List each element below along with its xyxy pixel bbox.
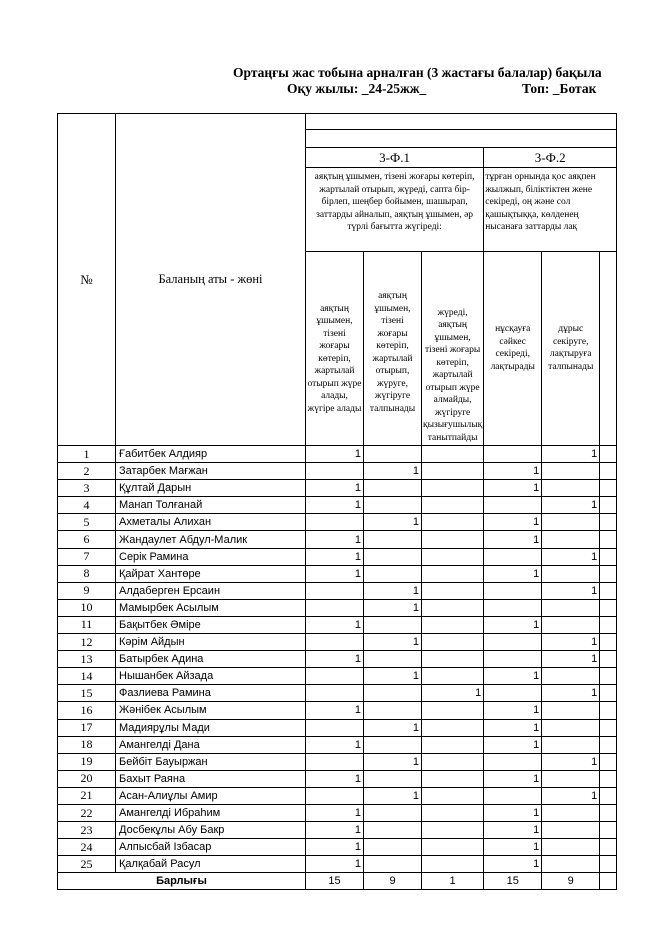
row-number: 20 — [58, 770, 116, 787]
score-cell — [306, 599, 364, 616]
row-number: 18 — [58, 736, 116, 753]
report-title: Ортаңғы жас тобына арналған (3 жастағы балалар) бақыла — [233, 65, 602, 80]
row-number: 14 — [58, 668, 116, 685]
row-blank-cell — [600, 616, 617, 633]
row-blank-cell — [600, 548, 617, 565]
score-cell — [422, 668, 484, 685]
child-name: Затарбек Мағжан — [116, 463, 306, 480]
score-cell: 1 — [484, 719, 542, 736]
sub-header-1: аяқтың ұшымен, тізені жоғары көтеріп, жартылай отырып жүре алады, жүгіре алады — [306, 252, 364, 446]
child-name: Манап Толғанай — [116, 497, 306, 514]
score-cell: 1 — [306, 480, 364, 497]
header-number: № — [58, 114, 116, 446]
table-row — [58, 582, 617, 599]
row-blank-cell — [600, 839, 617, 856]
row-number: 13 — [58, 651, 116, 668]
score-cell — [364, 856, 422, 873]
score-cell: 1 — [364, 753, 422, 770]
score-cell: 1 — [306, 565, 364, 582]
score-cell: 1 — [306, 548, 364, 565]
total-label: Барлығы — [58, 873, 306, 890]
child-name: Фазлиева Рамина — [116, 685, 306, 702]
section-1-description: аяқтың ұшымен, тізені жоғары көтеріп, жартылай отырып, жүреді, сапта бір-бірлеп, шеңбер бойымен, шашырап, заттарды айналып, аяқтың ұшымен, әр түрлі бағытта жүгіреді: — [306, 168, 484, 252]
row-blank-cell — [600, 702, 617, 719]
row-number: 9 — [58, 582, 116, 599]
child-name: Қалқабай Расул — [116, 856, 306, 873]
sub-header-4: нұсқауға сәйкес секіреді, лақтырады — [484, 252, 542, 446]
row-blank-cell — [600, 685, 617, 702]
row-number: 1 — [58, 446, 116, 463]
child-name: Бахыт Раяна — [116, 770, 306, 787]
score-cell — [484, 497, 542, 514]
score-cell — [484, 548, 542, 565]
score-cell — [422, 463, 484, 480]
table-row — [58, 702, 617, 719]
header-child-name: Баланың аты - жөні — [116, 114, 306, 446]
academic-year: Оқу жылы: _24-25жж_ — [287, 81, 427, 96]
score-cell: 1 — [484, 480, 542, 497]
score-cell: 1 — [364, 787, 422, 804]
table-row — [58, 856, 617, 873]
score-cell — [542, 463, 600, 480]
table-row — [58, 804, 617, 821]
row-number: 4 — [58, 497, 116, 514]
table-row — [58, 668, 617, 685]
score-cell — [306, 668, 364, 685]
row-blank-cell — [600, 753, 617, 770]
row-number: 25 — [58, 856, 116, 873]
score-cell — [364, 839, 422, 856]
row-blank-cell — [600, 719, 617, 736]
table-row — [58, 463, 617, 480]
group-label: Топ: _Ботак — [522, 81, 597, 96]
score-cell — [364, 480, 422, 497]
score-cell — [306, 634, 364, 651]
table-row — [58, 719, 617, 736]
score-cell: 1 — [306, 804, 364, 821]
score-cell: 1 — [484, 565, 542, 582]
score-cell: 1 — [306, 736, 364, 753]
table-row — [58, 565, 617, 582]
score-cell: 1 — [364, 668, 422, 685]
score-cell — [422, 582, 484, 599]
row-blank-cell — [600, 497, 617, 514]
score-cell — [542, 736, 600, 753]
row-number: 22 — [58, 804, 116, 821]
row-number: 15 — [58, 685, 116, 702]
score-cell — [364, 804, 422, 821]
table-row — [58, 531, 617, 548]
table-row — [58, 634, 617, 651]
score-cell — [542, 668, 600, 685]
child-name: Нышанбек Айзада — [116, 668, 306, 685]
header-blank-row-1 — [306, 114, 617, 130]
row-number: 6 — [58, 531, 116, 548]
row-number: 24 — [58, 839, 116, 856]
score-cell — [306, 514, 364, 531]
total-cell-blank — [600, 873, 617, 890]
score-cell — [422, 822, 484, 839]
section-2-description: тұрған орнында қос аяқпен жылжып, біліктіктен жене секіреді, оң және сол қашықтыққа, көлденең нысанаға заттарды лақ — [484, 168, 617, 252]
score-cell — [484, 753, 542, 770]
score-cell: 1 — [542, 787, 600, 804]
row-number: 7 — [58, 548, 116, 565]
table-row — [58, 514, 617, 531]
table-row — [58, 685, 617, 702]
score-cell — [422, 599, 484, 616]
score-cell — [542, 616, 600, 633]
row-number: 21 — [58, 787, 116, 804]
score-cell: 1 — [364, 582, 422, 599]
row-blank-cell — [600, 531, 617, 548]
child-name: Мамырбек Асылым — [116, 599, 306, 616]
row-blank-cell — [600, 582, 617, 599]
row-blank-cell — [600, 651, 617, 668]
score-cell — [484, 599, 542, 616]
row-blank-cell — [600, 514, 617, 531]
score-cell: 1 — [306, 839, 364, 856]
score-cell: 1 — [306, 702, 364, 719]
child-name: Алпысбай Ізбасар — [116, 839, 306, 856]
table-row — [58, 548, 617, 565]
score-cell — [542, 599, 600, 616]
score-cell — [542, 565, 600, 582]
child-name: Асан-Алиұлы Амир — [116, 787, 306, 804]
score-cell — [422, 856, 484, 873]
row-blank-cell — [600, 668, 617, 685]
row-number: 19 — [58, 753, 116, 770]
score-cell: 1 — [484, 531, 542, 548]
score-cell — [422, 804, 484, 821]
sub-header-3: жүреді, аяқтың ұшымен, тізені жоғары көтеріп, жартылай отырып жүре алмайды, жүгіруге қызығушылық танытпайды — [422, 252, 484, 446]
score-cell: 1 — [542, 582, 600, 599]
child-name: Амангелді Дана — [116, 736, 306, 753]
score-cell — [364, 770, 422, 787]
child-name: Батырбек Адина — [116, 651, 306, 668]
row-number: 3 — [58, 480, 116, 497]
child-name: Бақытбек Әміре — [116, 616, 306, 633]
score-cell: 1 — [484, 822, 542, 839]
score-cell: 1 — [484, 736, 542, 753]
sub-header-2: аяқтың ұшымен, тізені жоғары көтеріп, жартылай отырып, жүруге, жүгіруге талпынады — [364, 252, 422, 446]
row-blank-cell — [600, 446, 617, 463]
score-cell: 1 — [306, 856, 364, 873]
total-cell-3: 1 — [422, 873, 484, 890]
table-row — [58, 616, 617, 633]
score-cell — [542, 531, 600, 548]
score-cell: 1 — [542, 497, 600, 514]
score-cell — [422, 514, 484, 531]
child-name: Кәрім Айдын — [116, 634, 306, 651]
score-cell — [484, 651, 542, 668]
score-cell: 1 — [364, 463, 422, 480]
score-cell — [422, 839, 484, 856]
row-blank-cell — [600, 736, 617, 753]
row-blank-cell — [600, 634, 617, 651]
child-name: Алдаберген Ерсаин — [116, 582, 306, 599]
row-number: 23 — [58, 822, 116, 839]
score-cell — [542, 719, 600, 736]
table-row — [58, 787, 617, 804]
table-row — [58, 770, 617, 787]
score-cell — [364, 651, 422, 668]
score-cell — [484, 446, 542, 463]
score-cell: 1 — [484, 702, 542, 719]
score-cell: 1 — [306, 822, 364, 839]
score-cell — [422, 753, 484, 770]
row-blank-cell — [600, 599, 617, 616]
row-blank-cell — [600, 463, 617, 480]
score-cell — [484, 582, 542, 599]
score-cell: 1 — [306, 616, 364, 633]
sub-header-5: дұрыс секіруге, лақтыруға талпынады — [542, 252, 600, 446]
row-number: 2 — [58, 463, 116, 480]
child-name: Бейбіт Бауыржан — [116, 753, 306, 770]
child-name: Ахметалы Алихан — [116, 514, 306, 531]
table-row — [58, 651, 617, 668]
row-blank-cell — [600, 856, 617, 873]
score-cell — [422, 565, 484, 582]
score-cell — [484, 787, 542, 804]
score-cell — [364, 702, 422, 719]
score-cell: 1 — [306, 770, 364, 787]
score-cell — [422, 548, 484, 565]
table-row — [58, 497, 617, 514]
score-cell — [364, 822, 422, 839]
score-cell — [422, 736, 484, 753]
score-cell — [306, 753, 364, 770]
row-number: 11 — [58, 616, 116, 633]
score-cell: 1 — [542, 685, 600, 702]
score-cell: 1 — [484, 770, 542, 787]
child-name: Құлтай Дарын — [116, 480, 306, 497]
score-cell — [306, 685, 364, 702]
child-name: Ғабитбек Алдияр — [116, 446, 306, 463]
score-cell — [364, 497, 422, 514]
score-cell — [542, 839, 600, 856]
score-cell: 1 — [484, 856, 542, 873]
table-rows — [58, 446, 617, 873]
score-cell: 1 — [542, 548, 600, 565]
score-cell: 1 — [306, 446, 364, 463]
score-cell: 1 — [484, 514, 542, 531]
row-number: 16 — [58, 702, 116, 719]
header-blank-row-2 — [306, 130, 617, 148]
section-header-2: 3-Ф.2 — [484, 148, 617, 168]
score-cell — [542, 804, 600, 821]
score-cell: 1 — [542, 634, 600, 651]
score-cell: 1 — [306, 497, 364, 514]
sub-header-blank — [600, 252, 617, 446]
row-blank-cell — [600, 787, 617, 804]
score-cell: 1 — [484, 839, 542, 856]
score-cell: 1 — [364, 634, 422, 651]
score-cell — [306, 719, 364, 736]
score-cell — [422, 497, 484, 514]
child-name: Қайрат Хантөре — [116, 565, 306, 582]
score-cell: 1 — [364, 514, 422, 531]
score-cell — [422, 634, 484, 651]
score-cell: 1 — [306, 531, 364, 548]
score-cell: 1 — [364, 599, 422, 616]
score-cell — [542, 856, 600, 873]
score-cell — [484, 634, 542, 651]
score-cell: 1 — [422, 685, 484, 702]
child-name: Жандаулет Абдул-Малик — [116, 531, 306, 548]
score-cell — [422, 531, 484, 548]
child-name: Мадиярұлы Мади — [116, 719, 306, 736]
score-cell — [422, 787, 484, 804]
section-header-1: 3-Ф.1 — [306, 148, 484, 168]
score-cell — [542, 702, 600, 719]
row-number: 5 — [58, 514, 116, 531]
score-cell — [422, 446, 484, 463]
score-cell — [364, 446, 422, 463]
score-cell — [542, 480, 600, 497]
score-cell — [422, 480, 484, 497]
child-name: Серік Рамина — [116, 548, 306, 565]
table-row — [58, 480, 617, 497]
score-cell — [364, 616, 422, 633]
score-cell — [542, 822, 600, 839]
table-row — [58, 753, 617, 770]
observation-table — [57, 113, 617, 890]
score-cell: 1 — [484, 668, 542, 685]
table-row — [58, 446, 617, 463]
score-cell — [306, 582, 364, 599]
score-cell — [364, 685, 422, 702]
total-cell-2: 9 — [364, 873, 422, 890]
score-cell — [306, 787, 364, 804]
child-name: Амангелді Ибраһим — [116, 804, 306, 821]
score-cell — [422, 719, 484, 736]
table-row — [58, 822, 617, 839]
table-row — [58, 599, 617, 616]
score-cell: 1 — [306, 651, 364, 668]
row-number: 8 — [58, 565, 116, 582]
score-cell: 1 — [542, 651, 600, 668]
score-cell: 1 — [484, 616, 542, 633]
table-row — [58, 839, 617, 856]
score-cell — [422, 616, 484, 633]
score-cell: 1 — [542, 446, 600, 463]
child-name: Жәнібек Асылым — [116, 702, 306, 719]
score-cell — [422, 702, 484, 719]
score-cell — [364, 565, 422, 582]
score-cell — [542, 770, 600, 787]
score-cell: 1 — [364, 719, 422, 736]
score-cell — [542, 514, 600, 531]
row-number: 10 — [58, 599, 116, 616]
row-blank-cell — [600, 804, 617, 821]
total-cell-4: 15 — [484, 873, 542, 890]
score-cell: 1 — [484, 804, 542, 821]
score-cell — [484, 685, 542, 702]
row-blank-cell — [600, 770, 617, 787]
total-cell-1: 15 — [306, 873, 364, 890]
row-blank-cell — [600, 565, 617, 582]
score-cell — [364, 548, 422, 565]
row-blank-cell — [600, 480, 617, 497]
score-cell — [422, 770, 484, 787]
total-cell-5: 9 — [542, 873, 600, 890]
row-number: 12 — [58, 634, 116, 651]
score-cell — [306, 463, 364, 480]
score-cell: 1 — [484, 463, 542, 480]
score-cell — [364, 736, 422, 753]
row-blank-cell — [600, 822, 617, 839]
score-cell — [422, 651, 484, 668]
row-number: 17 — [58, 719, 116, 736]
child-name: Досбекұлы Абу Бакр — [116, 822, 306, 839]
table-row — [58, 736, 617, 753]
score-cell: 1 — [542, 753, 600, 770]
score-cell — [364, 531, 422, 548]
